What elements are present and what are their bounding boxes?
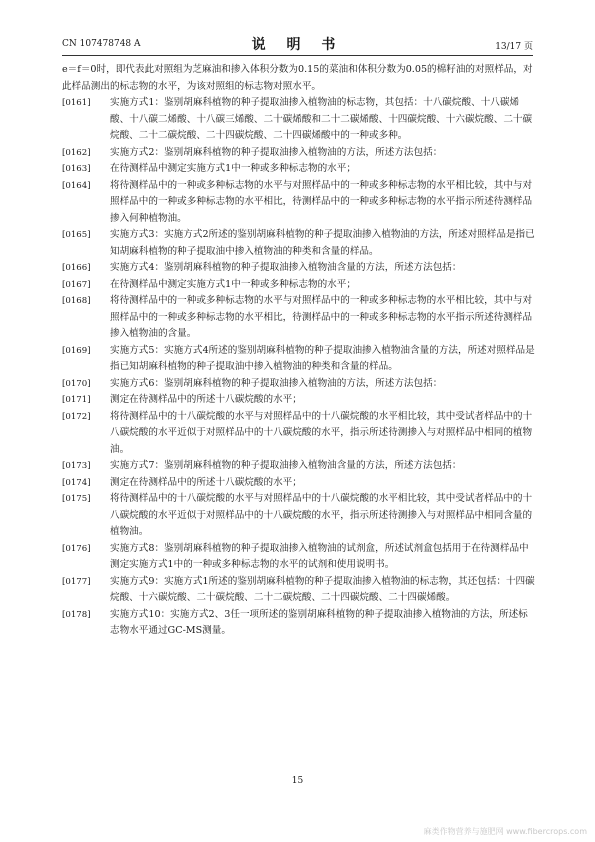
paragraph-number: [0169] [62, 345, 91, 356]
paragraph-number: [0171] [62, 395, 91, 405]
page-info: 13/17 页 [495, 42, 533, 52]
paragraph-text: 实施方式5：实施方式4所述的鉴别胡麻科植物的种子提取油掺入植物油含量的方法，所述对照样品是指已知胡麻科植物的种子提取油中掺入植物油的种类和含量的样品。 [110, 344, 535, 372]
paragraph-text: 实施方式4：鉴别胡麻科植物的种子提取油掺入植物油含量的方法，所述方法包括： [110, 262, 462, 273]
paragraph [62, 574, 536, 607]
paragraph-number: [0175] [62, 494, 91, 504]
paragraph-number: [0178] [62, 609, 91, 620]
paragraph-text: 将待测样品中的一种或多种标志物的水平与对照样品中的一种或多种标志物的水平相比较，其中与对照样品中的一种或多种标志物的水平相比，待测样品中的一种或多种标志物的水平指示所述待测样品掺入植物油的含量。 [110, 295, 533, 339]
paragraph-text: 实施方式6：鉴别胡麻科植物的种子提取油掺入植物油的方法，所述方法包括： [110, 377, 443, 389]
paragraph [62, 392, 536, 409]
paragraph-number: [0168] [62, 296, 91, 306]
paragraph-text: 在待测样品中测定实施方式1中一种或多种标志物的水平； [110, 278, 356, 290]
paragraph-text: 实施方式1：鉴别胡麻科植物的种子提取油掺入植物油的标志物，其包括：十八碳烷酸、十八碳烯酸、十八碳二烯酸、十八碳三烯酸、二十碳烯酸和二十二碳烯酸、十四碳烷酸、十六碳烷酸、二十碳烷酸、二十二碳烷酸、二十四碳烷酸、二十四碳烯酸中的一种或多种。 [110, 97, 533, 141]
paragraph-text: 实施方式7：鉴别胡麻科植物的种子提取油掺入植物油含量的方法，所述方法包括： [110, 460, 462, 471]
paragraph [62, 62, 536, 95]
paragraph-text: 测定在待测样品中的所述十八碳烷酸的水平； [110, 394, 302, 405]
paragraph-text: 实施方式2：鉴别胡麻科植物的种子提取油掺入植物油的方法，所述方法包括： [110, 146, 443, 158]
paragraph [62, 541, 536, 574]
paragraph [62, 293, 536, 343]
paragraph-text: 将待测样品中的十八碳烷酸的水平与对照样品中的十八碳烷酸的水平相比较，其中受试者样品中的十八碳烷酸的水平近似于对照样品中的十八碳烷酸的水平，指示所述待测掺入与对照样品中相同的植物油。 [110, 410, 533, 455]
paragraph [62, 475, 536, 492]
paragraph [62, 343, 536, 376]
paragraph [62, 260, 536, 277]
paragraph [62, 95, 536, 145]
page-number: 15 [291, 776, 304, 786]
paragraph-text: 在待测样品中测定实施方式1中一种或多种标志物的水平； [110, 163, 356, 174]
paragraph [62, 458, 536, 475]
paragraph-text: 实施方式3：实施方式2所述的鉴别胡麻科植物的种子提取油掺入植物油的方法，所述对照样品是指已知胡麻科植物的种子提取油中掺入植物油的种类和含量的样品。 [110, 229, 535, 257]
paragraph-number: [0174] [62, 477, 91, 488]
paragraph-text: 实施方式8：鉴别胡麻科植物的种子提取油掺入植物油的试剂盒，所述试剂盒包括用于在待测样品中测定实施方式1中的一种或多种标志物的水平的试剂和使用说明书。 [110, 542, 529, 570]
page-header [62, 33, 533, 56]
paragraph [62, 409, 536, 459]
paragraph-text: 将待测样品中的一种或多种标志物的水平与对照样品中的一种或多种标志物的水平相比较，其中与对照样品中的一种或多种标志物的水平相比，待测样品中的一种或多种标志物的水平指示所述待测样品掺入何种植物油。 [110, 179, 533, 224]
paragraph [62, 491, 536, 541]
paragraph-number: [0173] [62, 461, 91, 471]
paragraph-number: [0166] [62, 263, 91, 273]
paragraph [62, 376, 536, 393]
paragraph [62, 178, 536, 228]
paragraph [62, 607, 536, 640]
paragraph-number: [0162] [62, 147, 91, 158]
paragraph-text: 测定在待测样品中的所述十八碳烷酸的水平； [110, 476, 302, 488]
paragraph [62, 145, 536, 162]
document-body [62, 62, 536, 640]
paragraph-number: [0170] [62, 378, 91, 389]
paragraph-number: [0176] [62, 543, 91, 554]
document-title: 说 明 书 [251, 37, 344, 53]
paragraph [62, 161, 536, 178]
paragraph [62, 227, 536, 260]
paragraph-text: 实施方式9：实施方式1所述的鉴别胡麻科植物的种子提取油掺入植物油的标志物，其还包括：十四碳烷酸、十六碳烷酸、二十碳烷酸、二十二碳烷酸、二十四碳烷酸、二十四碳烯酸。 [110, 575, 535, 603]
paragraph-text: 将待测样品中的十八碳烷酸的水平与对照样品中的十八碳烷酸的水平相比较，其中受试者样品中的十八碳烷酸的水平近似于对照样品中的十八碳烷酸的水平，指示所述待测掺入与对照样品中相同含量的植物油。 [110, 493, 533, 537]
paragraph-text: e＝f＝0时，即代表此对照组为芝麻油和掺入体积分数为0.15的菜油和体积分数为0.05的棉籽油的对照样品，对此样品测出的标志物的水平，为该对照组的标志物对照水平。 [62, 64, 533, 92]
publication-number: CN 107478748 A [62, 39, 141, 49]
paragraph-number: [0163] [62, 164, 91, 174]
paragraph-number: [0161] [62, 98, 91, 108]
paragraph-number: [0167] [62, 279, 91, 290]
paragraph-number: [0172] [62, 411, 91, 422]
paragraph-number: [0165] [62, 230, 91, 240]
watermark: 麻类作物营养与施肥网 www.fibercrops.com [423, 827, 587, 836]
paragraph-text: 实施方式10：实施方式2、3任一项所述的鉴别胡麻科植物的种子提取油掺入植物油的方法，所述标志物水平通过GC-MS测量。 [110, 608, 528, 636]
paragraph-number: [0164] [62, 180, 91, 191]
paragraph-number: [0177] [62, 576, 91, 587]
paragraph [62, 277, 536, 294]
